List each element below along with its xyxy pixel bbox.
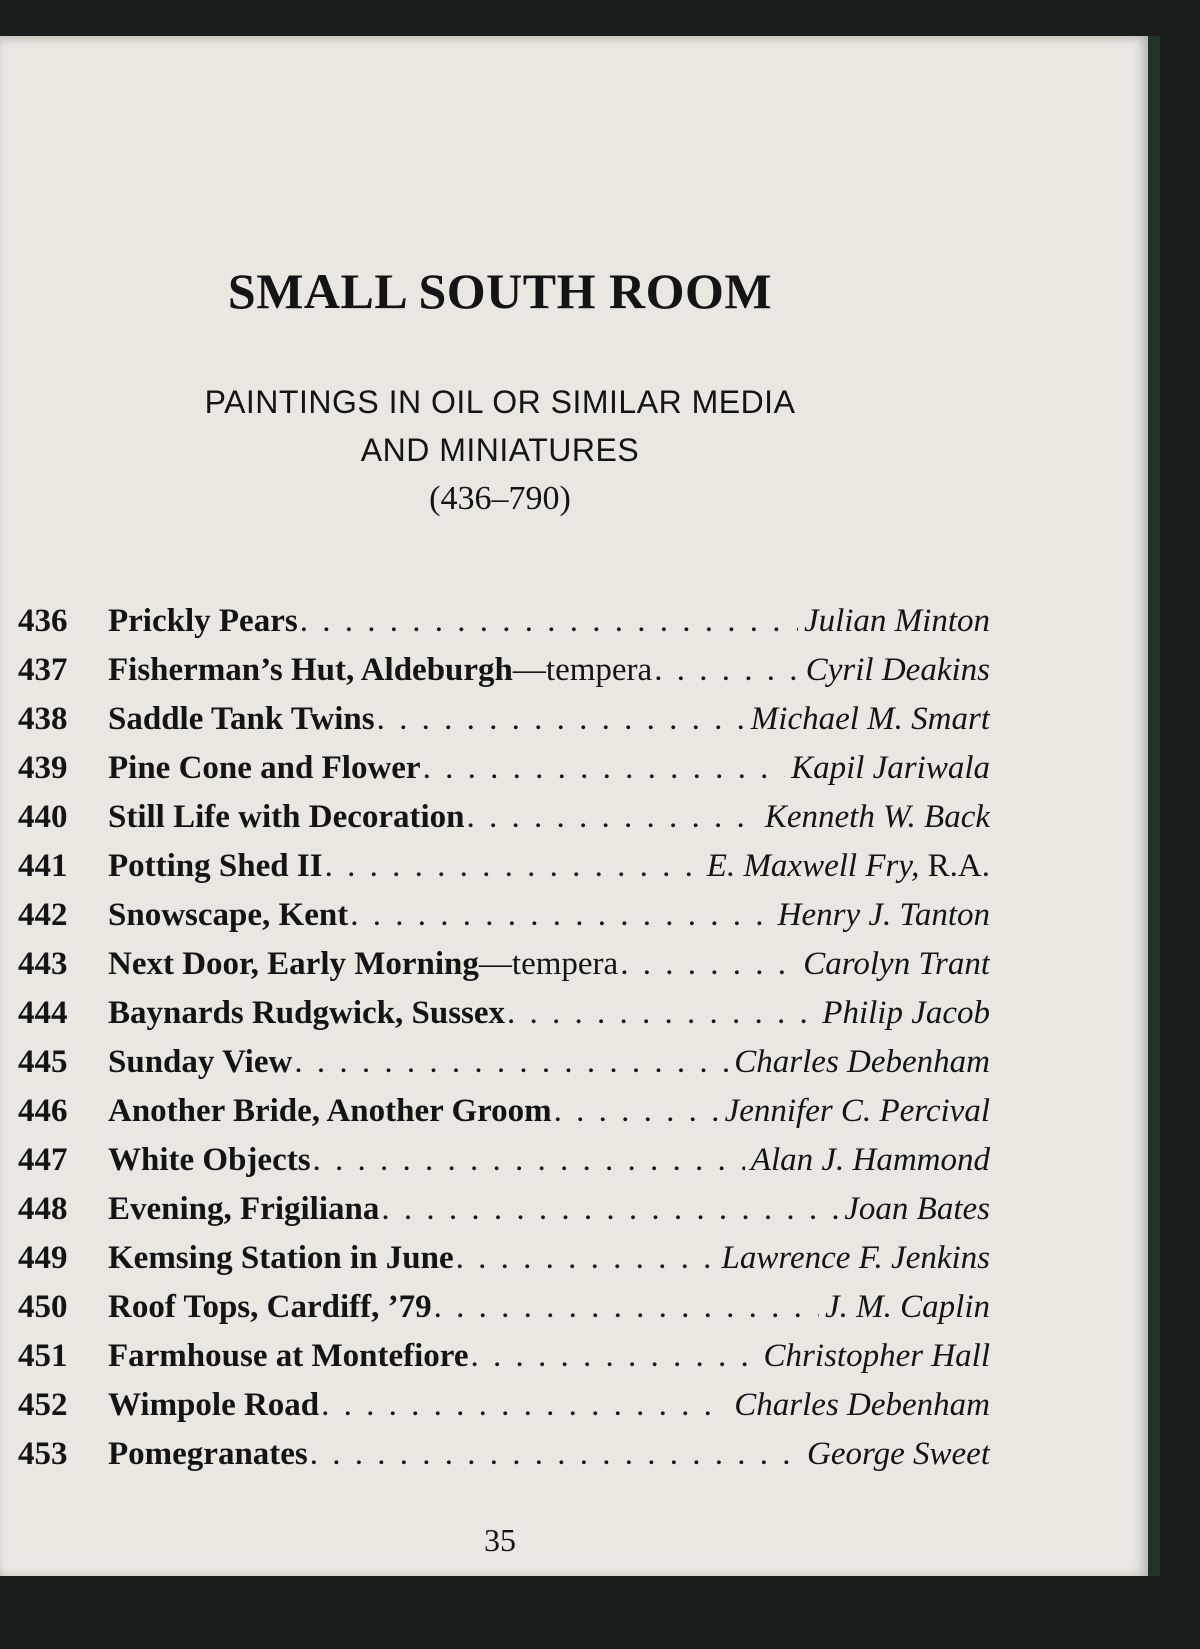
entry-title: Another Bride, Another Groom bbox=[108, 1093, 552, 1129]
entry-number: 436 bbox=[18, 603, 68, 639]
entry-title: Saddle Tank Twins bbox=[108, 701, 375, 737]
entry-title: Pomegranates bbox=[108, 1436, 308, 1472]
entry-row bbox=[18, 652, 990, 701]
entry-artist: Lawrence F. Jenkins bbox=[721, 1240, 990, 1276]
entry-artist: Michael M. Smart bbox=[750, 701, 990, 737]
dot-leader bbox=[310, 1436, 801, 1473]
page-number: 35 bbox=[484, 1522, 516, 1558]
entry-number: 441 bbox=[18, 848, 68, 884]
entry-number: 447 bbox=[18, 1142, 68, 1178]
entry-row bbox=[18, 946, 990, 995]
dot-leader bbox=[294, 1044, 728, 1081]
entry-row bbox=[18, 897, 990, 946]
dot-leader bbox=[654, 652, 800, 689]
dot-leader bbox=[325, 848, 701, 885]
entry-number: 446 bbox=[18, 1093, 68, 1129]
entry-artist: Kenneth W. Back bbox=[764, 799, 990, 835]
entry-artist: Henry J. Tanton bbox=[777, 897, 990, 933]
entry-title: Pine Cone and Flower bbox=[108, 750, 421, 786]
dot-leader bbox=[434, 1289, 819, 1326]
dot-leader bbox=[313, 1142, 745, 1179]
section-subtitle-line2: AND MINIATURES bbox=[360, 432, 640, 468]
entry-number: 450 bbox=[18, 1289, 68, 1325]
entry-number: 445 bbox=[18, 1044, 68, 1080]
entry-artist: E. Maxwell Fry, R.A. bbox=[706, 848, 990, 884]
entry-title: White Objects bbox=[108, 1142, 311, 1178]
entry-number: 437 bbox=[18, 652, 68, 688]
dot-leader bbox=[507, 995, 816, 1032]
dot-leader bbox=[470, 1338, 757, 1375]
entry-number: 453 bbox=[18, 1436, 68, 1472]
catalogue-entries bbox=[18, 603, 990, 1485]
entry-artist: Julian Minton bbox=[803, 603, 990, 639]
entry-title: Snowscape, Kent bbox=[108, 897, 349, 933]
entry-title: Fisherman’s Hut, Aldeburgh—tempera bbox=[108, 652, 653, 688]
book-cover-edge bbox=[1148, 36, 1160, 1576]
entry-artist: George Sweet bbox=[807, 1436, 990, 1472]
entry-artist: Cyril Deakins bbox=[805, 652, 990, 688]
entry-artist: Kapil Jariwala bbox=[791, 750, 990, 786]
entry-title: Farmhouse at Montefiore bbox=[108, 1338, 469, 1374]
entry-number: 452 bbox=[18, 1387, 68, 1423]
entry-number: 440 bbox=[18, 799, 68, 835]
entry-title: Sunday View bbox=[108, 1044, 293, 1080]
catalogue-number-range: (436–790) bbox=[429, 480, 571, 517]
entry-number: 449 bbox=[18, 1240, 68, 1276]
entry-row bbox=[18, 1093, 990, 1142]
dot-leader bbox=[467, 799, 759, 836]
entry-title: Kemsing Station in June bbox=[108, 1240, 454, 1276]
entry-number: 443 bbox=[18, 946, 68, 982]
dot-leader bbox=[620, 946, 797, 983]
entry-row bbox=[18, 750, 990, 799]
dot-leader bbox=[456, 1240, 716, 1277]
entry-artist: Alan J. Hammond bbox=[750, 1142, 990, 1178]
entry-number: 444 bbox=[18, 995, 68, 1031]
entry-row bbox=[18, 1240, 990, 1289]
entry-row bbox=[18, 1289, 990, 1338]
entry-title: Next Door, Early Morning—tempera bbox=[108, 946, 619, 982]
entry-row bbox=[18, 1142, 990, 1191]
entry-artist: J. M. Caplin bbox=[825, 1289, 990, 1325]
entry-artist: Charles Debenham bbox=[734, 1044, 990, 1080]
entry-artist: Philip Jacob bbox=[822, 995, 990, 1031]
entry-number: 451 bbox=[18, 1338, 68, 1374]
entry-title: Baynards Rudgwick, Sussex bbox=[108, 995, 506, 1031]
entry-title: Roof Tops, Cardiff, ’79 bbox=[108, 1289, 432, 1325]
entry-title: Evening, Frigiliana bbox=[108, 1191, 380, 1227]
entry-number: 439 bbox=[18, 750, 68, 786]
entry-row bbox=[18, 701, 990, 750]
entry-title: Prickly Pears bbox=[108, 603, 298, 639]
dot-leader bbox=[300, 603, 798, 640]
entry-row bbox=[18, 848, 990, 897]
entry-artist: Jennifer C. Percival bbox=[724, 1093, 990, 1129]
entry-row bbox=[18, 1338, 990, 1387]
room-title: SMALL SOUTH ROOM bbox=[227, 263, 773, 319]
entry-artist: Carolyn Trant bbox=[803, 946, 990, 982]
entry-artist: Joan Bates bbox=[844, 1191, 990, 1227]
entry-title: Still Life with Decoration bbox=[108, 799, 465, 835]
dot-leader bbox=[377, 701, 745, 738]
entry-row bbox=[18, 1044, 990, 1093]
entry-number: 448 bbox=[18, 1191, 68, 1227]
entry-artist: Charles Debenham bbox=[734, 1387, 990, 1423]
entry-number: 438 bbox=[18, 701, 68, 737]
dot-leader bbox=[381, 1191, 838, 1228]
section-subtitle-line1: PAINTINGS IN OIL OR SIMILAR MEDIA bbox=[204, 384, 796, 420]
entry-row bbox=[18, 1387, 990, 1436]
entry-title: Wimpole Road bbox=[108, 1387, 320, 1423]
entry-row bbox=[18, 799, 990, 848]
entry-title: Potting Shed II bbox=[108, 848, 323, 884]
entry-artist: Christopher Hall bbox=[763, 1338, 990, 1374]
entry-number: 442 bbox=[18, 897, 68, 933]
dot-leader bbox=[423, 750, 785, 787]
entry-row bbox=[18, 603, 990, 652]
entry-row bbox=[18, 1436, 990, 1485]
entry-row bbox=[18, 995, 990, 1044]
dot-leader bbox=[350, 897, 771, 934]
dot-leader bbox=[321, 1387, 728, 1424]
dot-leader bbox=[554, 1093, 719, 1130]
entry-row bbox=[18, 1191, 990, 1240]
